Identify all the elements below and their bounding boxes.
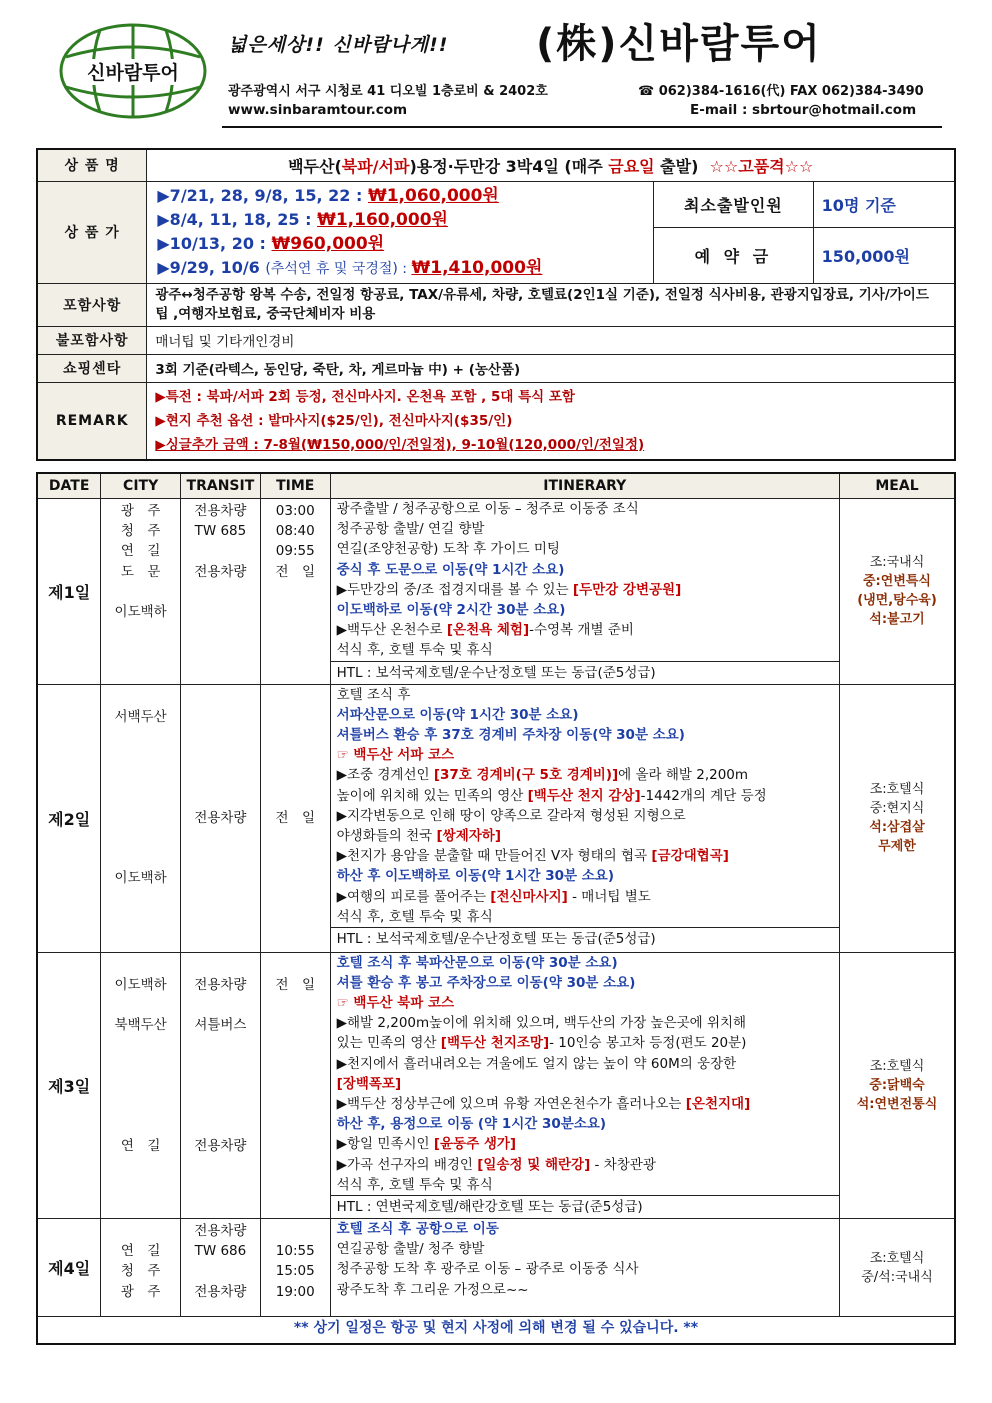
city-entry	[101, 747, 180, 767]
itinerary-line: 광주출발 / 청주공항으로 이동 – 청주로 이동중 조식	[336, 501, 639, 517]
remark-item: ▶현지 추천 옵션 : 발마사지($25/인), 전신마사지($35/인)	[155, 412, 513, 429]
city-entry: 이도백하	[114, 870, 167, 887]
day-time-cell	[260, 684, 330, 952]
city-entry: 북백두산	[114, 1017, 167, 1034]
min-people-value: 10명 기준	[813, 181, 955, 228]
price-label: 상 품 가	[37, 181, 147, 283]
remark-list	[147, 382, 955, 460]
transit-entry	[181, 1035, 260, 1055]
day-itinerary-cell	[330, 952, 839, 1218]
itinerary-line: 호텔 조식 후 북파산문으로 이동(약 30분 소요)	[336, 954, 618, 971]
meal-entry: 중:연변특식	[863, 574, 931, 590]
price-list	[147, 181, 654, 283]
city-entry	[101, 1076, 180, 1096]
itinerary-line: ☞ 백두산 서파 코스	[336, 747, 455, 764]
time-entry: 03:00	[275, 503, 315, 519]
transit-entry: 전용차량	[194, 976, 247, 993]
meal-entry: 무제한	[878, 839, 916, 855]
shopping-label: 쇼핑센타	[37, 354, 147, 382]
itinerary-line: 석식 후, 호텔 투숙 및 휴식	[336, 642, 493, 659]
itinerary-line: [장백폭포]	[336, 1075, 402, 1092]
transit-entry: 전용차량	[194, 1283, 247, 1300]
city-entry	[101, 1096, 180, 1116]
itinerary-day-row	[37, 499, 955, 685]
time-entry	[261, 687, 330, 707]
transit-entry: TW 686	[194, 1243, 247, 1260]
city-entry	[101, 955, 180, 975]
itinerary-line: 석식 후, 호텔 투숙 및 휴식	[336, 908, 493, 925]
transit-entry	[181, 1056, 260, 1076]
transit-entry	[181, 1261, 260, 1281]
itinerary-footnote: ** 상기 일정은 항공 및 현지 사정에 의해 변경 될 수 있습니다. **	[37, 1317, 955, 1345]
city-entry: 청 주	[120, 1263, 161, 1280]
remark-label: REMARK	[37, 382, 147, 460]
itinerary-line: 이도백하로 이동(약 2시간 30분 소요)	[336, 602, 566, 619]
header-divider	[222, 126, 942, 128]
time-entry	[261, 767, 330, 787]
day-itinerary-cell	[330, 1219, 839, 1317]
time-entry: 전 일	[275, 809, 316, 826]
itinerary-line: ▶가곡 선구자의 배경인 [일송정 및 해란강] - 차창관광	[336, 1156, 656, 1173]
col-itinerary: ITINERARY	[330, 473, 839, 499]
transit-entry	[181, 1116, 260, 1136]
itinerary-line: 있는 민족의 영산 [백두산 천지조망]- 10인승 봉고차 등정(편도 20분)	[336, 1035, 747, 1052]
city-entry: 연 길	[120, 1138, 161, 1155]
deposit-label: 예 약 금	[654, 228, 814, 283]
itinerary-day-row	[37, 1219, 955, 1317]
time-entry	[261, 788, 330, 808]
day-label: 제4일	[37, 1219, 101, 1317]
price-row: ▶7/21, 28, 9/8, 15, 22 : ₩1,060,000원	[157, 185, 499, 206]
meal-entry: 중/석:국내식	[861, 1269, 933, 1285]
remark-item: ▶특전 : 북파/서파 2회 등정, 전신마사지. 온천욕 포함 , 5대 특식 포함	[155, 388, 575, 405]
day-transit-cell	[180, 684, 260, 952]
product-title: 백두산(북파/서파)용정·두만강 3박4일 (매주 금요일 출발) ☆☆고품격☆☆	[147, 149, 955, 181]
company-phone: ☎ 062)384-1616(代) FAX 062)384-3490	[638, 84, 924, 99]
company-website[interactable]: www.sinbaramtour.com	[228, 102, 408, 118]
time-entry: 전 일	[275, 976, 316, 993]
itinerary-line: ▶항일 민족시인 [윤동주 생가]	[336, 1136, 517, 1153]
city-entry	[101, 1221, 180, 1241]
itinerary-day-row	[37, 684, 955, 952]
itinerary-line: ▶백두산 온천수로 [온천욕 체험]-수영복 개별 준비	[336, 622, 634, 639]
include-label: 포함사항	[37, 283, 147, 326]
itinerary-line: 청주공항 도착 후 광주로 이동 – 광주로 이동중 식사	[336, 1261, 639, 1278]
day-city-cell	[101, 499, 181, 685]
city-entry	[101, 828, 180, 848]
itinerary-line: 서파산문으로 이동(약 1시간 30분 소요)	[336, 706, 579, 723]
transit-entry	[181, 747, 260, 767]
remark-item: ▶싱글추가 금액 : 7-8월(₩150,000/인/전일정), 9-10월(120,000/인/전일정)	[155, 436, 645, 453]
itinerary-line: 석식 후, 호텔 투숙 및 휴식	[336, 1176, 493, 1193]
meal-entry: 중:현지식	[869, 801, 925, 817]
itinerary-line: ▶천지에서 흘러내려오는 겨울에도 얼지 않는 높이 약 60M의 웅장한	[336, 1055, 737, 1072]
city-entry	[101, 767, 180, 787]
transit-entry: 전용차량	[194, 563, 247, 580]
city-entry	[101, 788, 180, 808]
price-row: ▶9/29, 10/6 (추석연 휴 및 국경절) : ₩1,410,000원	[157, 257, 543, 278]
city-entry: 연 길	[120, 1243, 161, 1260]
city-entry	[101, 1116, 180, 1136]
city-entry	[101, 1035, 180, 1055]
itinerary-line: 호텔 조식 후	[336, 686, 411, 703]
logo-text: 신바람투어	[87, 62, 179, 84]
slogan: 넓은세상!! 신바람나게!!	[228, 34, 449, 56]
col-transit: TRANSIT	[180, 473, 260, 499]
itinerary-line: 하산 후, 용정으로 이동 (약 1시간 30분소요)	[336, 1116, 607, 1133]
transit-entry	[181, 955, 260, 975]
meal-entry: (냉면,탕수육)	[857, 593, 937, 609]
day-transit-cell	[180, 952, 260, 1218]
itinerary-line: 하산 후 이도백하로 이동(약 1시간 30분 소요)	[336, 868, 614, 885]
transit-entry: 전용차량	[194, 503, 247, 519]
include-text: 광주↔청주공항 왕복 수송, 전일정 항공료, TAX/유류세, 차량, 호텔료(2인1실 기준), 전일정 식사비용, 관광지입장료, 기사/가이드 팁 ,여행자보험료, 중국단체비자 비용	[147, 283, 955, 326]
meal-entry: 석:연변전통식	[856, 1096, 938, 1112]
time-entry: 10:55	[275, 1243, 315, 1260]
itinerary-line: 청주공항 출발/ 연길 향발	[336, 521, 485, 538]
itinerary-line: ▶해발 2,200m높이에 위치해 있으며, 백두산의 가장 높은곳에 위치해	[336, 1015, 747, 1032]
itinerary-line: 호텔 조식 후 공항으로 이동	[336, 1221, 499, 1238]
deposit-value: 150,000원	[813, 228, 955, 283]
itinerary-line: ☞ 백두산 북파 코스	[336, 995, 455, 1012]
time-entry: 전 일	[275, 563, 316, 580]
day-meal-cell	[840, 952, 955, 1218]
shopping-text: 3회 기준(라텍스, 동인당, 죽탄, 차, 게르마늄 中) + (농산품)	[147, 354, 955, 382]
time-entry: 19:00	[275, 1283, 315, 1300]
time-entry: 08:40	[275, 523, 315, 540]
city-entry: 서백두산	[114, 708, 167, 725]
meal-entry: 석:불고기	[869, 612, 925, 628]
day-city-cell	[101, 952, 181, 1218]
meal-entry: 조:호텔식	[869, 1250, 925, 1266]
product-info-table	[36, 148, 956, 461]
itinerary-line: ▶천지가 용암을 분출할 때 만들어진 V자 형태의 협곡 [금강대협곡]	[336, 848, 729, 865]
company-name: (株)신바람투어	[536, 21, 822, 67]
exclude-label: 불포함사항	[37, 326, 147, 354]
itinerary-line: ▶두만강의 중/조 접경지대를 볼 수 있는 [두만강 강변공원]	[336, 581, 682, 598]
day-label: 제3일	[37, 952, 101, 1218]
company-address: 광주광역시 서구 시청로 41 디오빌 1층로비 & 2402호	[228, 84, 548, 99]
city-entry	[101, 727, 180, 747]
itinerary-table	[36, 472, 956, 1345]
transit-entry	[181, 995, 260, 1015]
time-entry: 15:05	[275, 1263, 315, 1280]
itinerary-line: ▶백두산 정상부근에 있으며 유황 자연온천수가 흘러나오는 [온천지대]	[336, 1096, 751, 1113]
hotel-info: HTL : 보석국제호텔/운수난정호텔 또는 동급(준5성급)	[331, 661, 839, 684]
transit-entry	[181, 767, 260, 787]
city-entry	[101, 848, 180, 868]
time-entry	[261, 747, 330, 767]
city-entry: 도 문	[120, 563, 161, 580]
col-city: CITY	[101, 473, 181, 499]
day-city-cell	[101, 684, 181, 952]
day-time-cell	[260, 1219, 330, 1317]
day-label: 제1일	[37, 499, 101, 685]
hotel-info: HTL : 보석국제호텔/운수난정호텔 또는 동급(준5성급)	[331, 927, 839, 950]
meal-entry: 조:호텔식	[869, 782, 925, 798]
company-email[interactable]: E-mail : sbrtour@hotmail.com	[690, 102, 917, 118]
itinerary-line: 셔틀 환승 후 봉고 주차장으로 이동(약 30분 소요)	[336, 974, 636, 991]
col-date: DATE	[37, 473, 101, 499]
itinerary-line: 야생화들의 천국 [쌍제자하]	[336, 828, 501, 845]
day-time-cell	[260, 952, 330, 1218]
day-itinerary-cell	[330, 684, 839, 952]
city-entry	[101, 808, 180, 828]
col-time: TIME	[260, 473, 330, 499]
day-transit-cell	[180, 499, 260, 685]
day-meal-cell	[840, 499, 955, 685]
transit-entry: 전용차량	[194, 1138, 247, 1155]
meal-entry: 조:국내식	[869, 555, 925, 571]
transit-entry	[181, 727, 260, 747]
city-entry: 이도백하	[114, 604, 167, 621]
city-entry: 광 주	[120, 503, 161, 519]
price-row: ▶10/13, 20 : ₩960,000원	[157, 233, 385, 254]
company-logo	[58, 22, 208, 120]
transit-entry: 셔틀버스	[194, 1017, 247, 1034]
time-entry	[261, 955, 330, 975]
col-meal: MEAL	[840, 473, 955, 499]
time-entry	[261, 1221, 330, 1241]
transit-entry	[181, 1096, 260, 1116]
min-people-label: 최소출발인원	[654, 181, 814, 228]
day-itinerary-cell	[330, 499, 839, 685]
itinerary-line: ▶지각변동으로 인해 땅이 양족으로 갈라져 형성된 지형으로	[336, 807, 686, 824]
itinerary-line: ▶조중 경계선인 [37호 경계비(구 5호 경계비)]에 올라 해발 2,200m	[336, 767, 749, 784]
transit-entry: 전용차량	[194, 809, 247, 826]
city-entry	[101, 1056, 180, 1076]
city-entry	[101, 582, 180, 602]
hotel-info: HTL : 연변국제호텔/해란강호텔 또는 동급(준5성급)	[331, 1195, 839, 1218]
transit-entry	[181, 541, 260, 561]
day-meal-cell	[840, 684, 955, 952]
itinerary-line: 중식 후 도문으로 이동(약 1시간 소요)	[336, 561, 565, 578]
transit-entry	[181, 788, 260, 808]
meal-entry: 중:닭백숙	[869, 1077, 925, 1093]
day-time-cell	[260, 499, 330, 685]
itinerary-line: 높이에 위치해 있는 민족의 영산 [백두산 천지 감상]-1442개의 계단 등정	[336, 787, 767, 804]
time-entry	[261, 707, 330, 727]
time-entry	[261, 727, 330, 747]
itinerary-line: 셔틀버스 환승 후 37호 경계비 주차장 이동(약 30분 소요)	[336, 727, 685, 744]
day-label: 제2일	[37, 684, 101, 952]
itinerary-line: 연길공항 출발/ 청주 향발	[336, 1241, 485, 1258]
meal-entry: 석:삼겹살	[869, 820, 925, 836]
transit-entry	[181, 1076, 260, 1096]
itinerary-line: 연길(조양천공항) 도착 후 가이드 미팅	[336, 541, 560, 558]
city-entry	[101, 687, 180, 707]
city-entry: 연 길	[120, 543, 161, 560]
city-entry	[101, 995, 180, 1015]
price-row: ▶8/4, 11, 18, 25 : ₩1,160,000원	[157, 209, 448, 230]
day-meal-cell	[840, 1219, 955, 1317]
itinerary-line: ▶여행의 피로를 풀어주는 [전신마사지] - 매너팁 별도	[336, 888, 651, 905]
day-city-cell	[101, 1219, 181, 1317]
time-entry: 09:55	[275, 543, 315, 560]
product-label: 상 품 명	[37, 149, 147, 181]
transit-entry: 전용차량	[194, 1223, 247, 1240]
city-entry: 광 주	[120, 1283, 161, 1300]
itinerary-line: 광주도착 후 그리운 가정으로~~	[336, 1281, 529, 1298]
city-entry: 청 주	[120, 523, 161, 540]
itinerary-day-row	[37, 952, 955, 1218]
exclude-text: 매너팁 및 기타개인경비	[147, 326, 955, 354]
day-transit-cell	[180, 1219, 260, 1317]
meal-entry: 조:호텔식	[869, 1058, 925, 1074]
city-entry: 이도백하	[114, 976, 167, 993]
transit-entry	[181, 687, 260, 707]
grade-badge: ☆☆고품격☆☆	[709, 156, 814, 176]
transit-entry	[181, 707, 260, 727]
transit-entry: TW 685	[194, 523, 247, 540]
